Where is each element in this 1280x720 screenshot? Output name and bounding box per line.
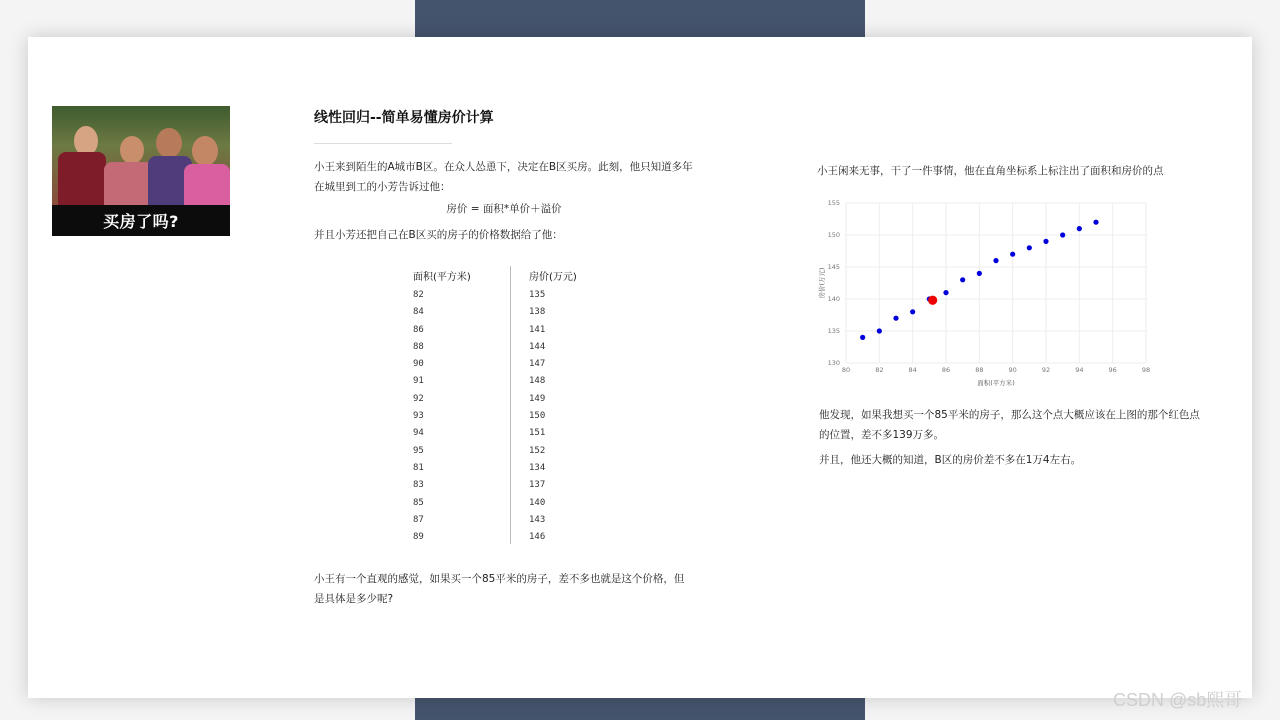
column-divider (510, 266, 511, 544)
x-tick-label: 84 (908, 366, 917, 374)
scatter-chart (812, 195, 1172, 395)
article-title: 线性回归--简单易懂房价计算 (314, 110, 494, 126)
unit-price-paragraph: 并且，他还大概的知道，B区的房价差不多在1万4左右。 (819, 454, 1082, 466)
table-cell: 86 (413, 324, 424, 335)
data-point (910, 309, 915, 314)
price-formula: 房价 = 面积*单价＋溢价 (446, 203, 562, 215)
background-band-top (415, 0, 865, 38)
data-point (1093, 220, 1098, 225)
table-cell: 150 (529, 411, 546, 422)
table-cell: 81 (413, 462, 424, 473)
data-point (977, 271, 982, 276)
table-cell: 135 (529, 290, 546, 300)
meme-photo (52, 106, 230, 205)
slide-page (28, 37, 1252, 698)
table-cell: 143 (529, 514, 546, 525)
x-tick-label: 92 (1041, 366, 1051, 374)
x-tick-label: 90 (1008, 366, 1017, 374)
y-axis-label: 房价(万元) (818, 267, 826, 299)
table-cell: 134 (529, 462, 546, 473)
table-cell: 141 (529, 324, 546, 335)
meme-caption-bar (52, 205, 230, 236)
table-cell: 89 (413, 532, 424, 543)
data-intro-paragraph: 并且小芳还把自己在B区买的房子的价格数据给了他： (314, 229, 563, 241)
conclusion-paragraph: 小王有一个直观的感觉，如果买一个85平米的房子，差不多也就是这个价格，但是具体是多少呢? (314, 573, 685, 605)
table-cell: 138 (529, 307, 546, 318)
y-tick-label: 145 (827, 263, 840, 271)
chart-observation-paragraph: 他发现，如果我想买一个85平米的房子，那么这个点大概应该在上图的那个红色点的位置，差不多139万多。 (819, 409, 1200, 441)
area-column-header: 面积(平方米) (413, 272, 471, 283)
x-tick-label: 80 (841, 366, 851, 374)
table-cell: 85 (413, 497, 424, 508)
csdn-watermark: CSDN @sb熙哥 (1113, 690, 1243, 710)
chart-intro-paragraph: 小王闲来无事，干了一件事情，他在直角坐标系上标注出了面积和房价的点 (817, 165, 1164, 177)
data-point (1077, 226, 1082, 231)
data-point (960, 277, 965, 282)
data-point (1060, 232, 1065, 237)
table-cell: 92 (413, 393, 424, 404)
x-tick-label: 82 (875, 366, 884, 374)
data-point (993, 258, 998, 263)
data-point (1010, 252, 1015, 257)
table-cell: 90 (413, 359, 424, 370)
table-cell: 140 (529, 497, 546, 508)
data-point (1027, 245, 1032, 250)
y-tick-label: 155 (827, 199, 840, 207)
x-tick-label: 96 (1108, 366, 1117, 374)
x-axis-label: 面积(平方米) (977, 379, 1015, 387)
table-cell: 82 (413, 290, 424, 300)
y-tick-label: 150 (827, 231, 840, 239)
y-tick-label: 140 (827, 295, 840, 303)
table-cell: 87 (413, 514, 424, 525)
table-cell: 137 (529, 480, 546, 491)
table-cell: 94 (413, 428, 424, 439)
data-point (860, 335, 865, 340)
table-cell: 152 (529, 445, 546, 456)
price-column-header: 房价(万元) (529, 272, 577, 283)
x-tick-label: 98 (1141, 366, 1151, 374)
x-tick-label: 94 (1075, 366, 1084, 374)
title-divider (314, 143, 452, 144)
data-point (893, 316, 898, 321)
meme-caption: 买房了吗? (103, 212, 179, 231)
table-cell: 84 (413, 307, 424, 318)
table-cell: 151 (529, 428, 546, 439)
data-point (877, 328, 882, 333)
y-tick-label: 130 (827, 359, 840, 367)
meme-image (52, 106, 230, 236)
table-cell: 93 (413, 411, 424, 422)
highlight-point (928, 296, 937, 305)
table-cell: 88 (413, 341, 424, 352)
y-tick-label: 135 (827, 327, 840, 335)
data-point (943, 290, 948, 295)
table-cell: 95 (413, 445, 424, 456)
x-tick-label: 88 (975, 366, 984, 374)
x-tick-label: 86 (941, 366, 951, 374)
data-point (1043, 239, 1048, 244)
area-column (413, 269, 509, 546)
intro-paragraph: 小王来到陌生的A城市B区。在众人怂恿下，决定在B区买房。此刻，他只知道多年在城里到工的小芳告诉过他： (314, 161, 693, 193)
table-cell: 149 (529, 393, 546, 404)
table-cell: 83 (413, 480, 424, 491)
background-band-bottom (415, 698, 865, 720)
table-cell: 148 (529, 376, 546, 387)
table-cell: 91 (413, 376, 424, 387)
price-column (529, 269, 625, 546)
table-cell: 147 (529, 359, 546, 370)
table-cell: 144 (529, 341, 546, 352)
table-cell: 146 (529, 532, 546, 543)
